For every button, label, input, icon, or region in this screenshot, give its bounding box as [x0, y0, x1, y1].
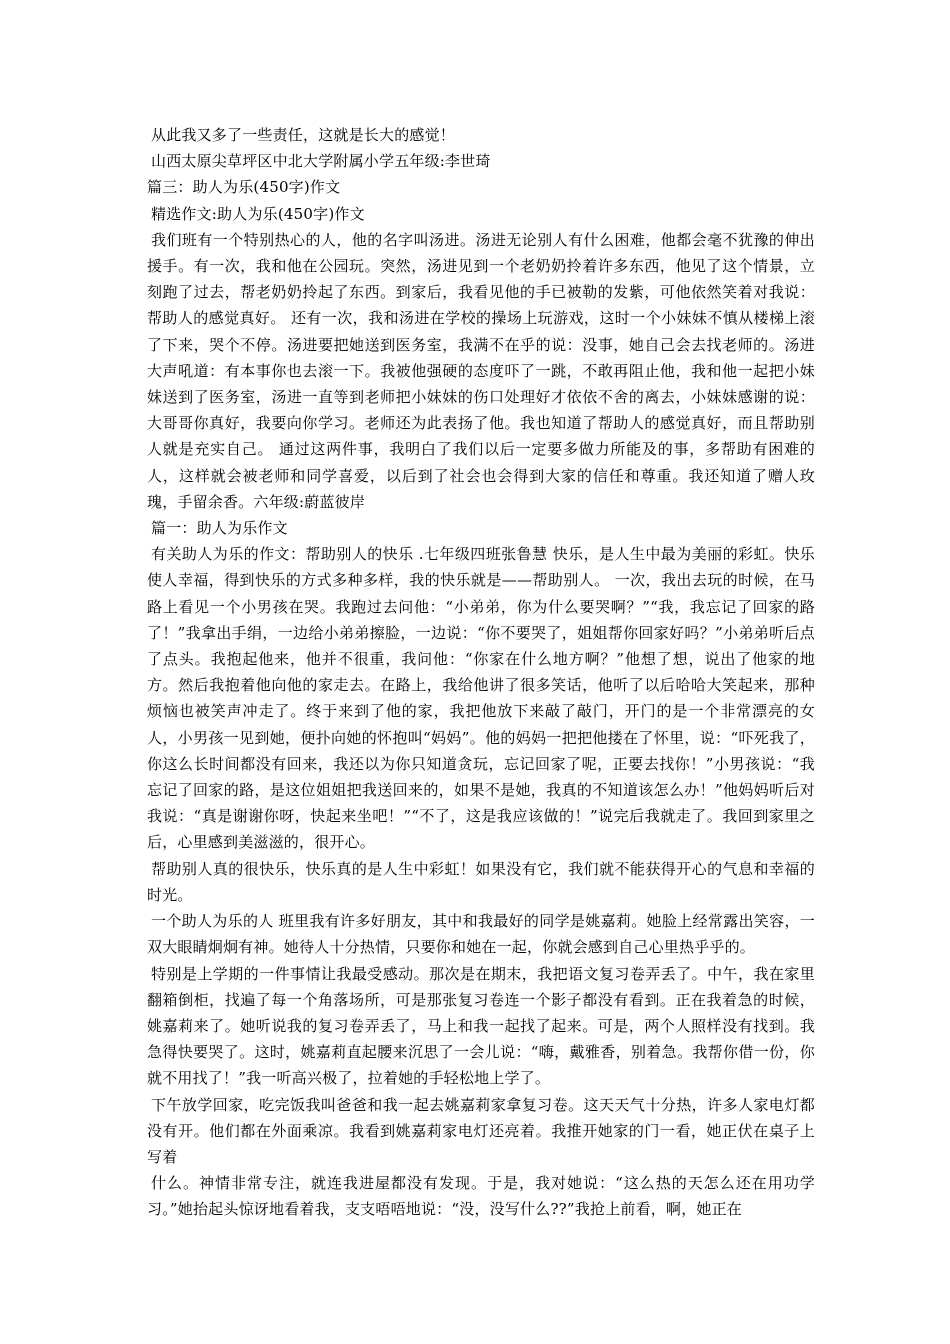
paragraph-lost-paper: 特别是上学期的一件事情让我最受感动。那次是在期末，我把语文复习卷弄丢了。中午，我在家里翻箱倒柜，找遍了每一个角落场所，可是那张复习卷连一个影子都没有看到。正在我着急的时候，姚嘉莉来了。她听说我的复习卷弄丢了，马上和我一起找了起来。可是，两个人照样没有找到。我急得快要哭了。这时，姚嘉莉直起腰来沉思了一会儿说：“嗨，戴雅香，别着急。我帮你借一份，你就不用找了！”我一听高兴极了，拉着她的手轻松地上学了。: [147, 964, 815, 1088]
section-heading-three: 篇三：助人为乐(450字)作文: [147, 178, 341, 197]
paragraph-rainbow: 帮助别人真的很快乐，快乐真的是人生中彩虹！如果没有它，我们就不能获得开心的气息和幸福的时光。: [147, 859, 815, 904]
paragraph-author-line: 山西太原尖草坪区中北大学附属小学五年级:李世琦: [151, 152, 491, 171]
paragraph-writing: 什么。神情非常专注，就连我进屋都没有发现。于是，我对她说：“这么热的天怎么还在用功学习。”她抬起头惊讶地看着我，支支唔唔地说：“没，没写什么??”我抢上前看，啊，她正在: [147, 1174, 815, 1219]
document-body: [147, 122, 815, 1223]
section-subheading: 精选作文:助人为乐(450字)作文: [151, 204, 365, 223]
paragraph-helping-joy: 有关助人为乐的作文：帮助别人的快乐 .七年级四班张鲁慧 快乐，是人生中最为美丽的彩虹。快乐使人幸福，得到快乐的方式多种多样，我的快乐就是——帮助别人。 一次，我出去玩的时候，在马路上看见一个小男孩在哭。我跑过去问他：“小弟弟，你为什么要哭啊？”“我，我忘记了回家的路了！”我拿出手绢，一边给小弟弟擦脸，一边说：“你不要哭了，姐姐帮你回家好吗？”小弟弟听后点了点头。我抱起他来，他并不很重，我问他：“你家在什么地方啊？”他想了想，说出了他家的地方。然后我抱着他向他的家走去。在路上，我给他讲了很多笑话，他听了以后哈哈大笑起来，那种烦恼也被笑声冲走了。终于来到了他的家，我把他放下来敲了敲门，开门的是一个非常漂亮的女人，小男孩一见到她，便扑向她的怀抱叫“妈妈”。他的妈妈一把把他搂在了怀里，说：“吓死我了，你这么长时间都没有回来，我还以为你只知道贪玩，忘记回家了呢，正要去找你！”小男孩说：“我忘记了回家的路，是这位姐姐把我送回来的，如果不是她，我真的不知道该怎么办！”他妈妈听后对我说：“真是谢谢你呀，快起来坐吧！”“不了，这是我应该做的！”说完后我就走了。我回到家里之后，心里感到美滋滋的，很开心。: [147, 545, 815, 852]
paragraph-afternoon: 下午放学回家，吃完饭我叫爸爸和我一起去姚嘉莉家拿复习卷。这天天气十分热，许多人家电灯都没有开。他们都在外面乘凉。我看到姚嘉莉家电灯还亮着。我推开她家的门一看，她正伏在桌子上写着: [147, 1095, 815, 1166]
section-heading-one: 篇一：助人为乐作文: [151, 519, 288, 538]
paragraph-tangjin-story: 我们班有一个特别热心的人，他的名字叫汤进。汤进无论别人有什么困难，他都会毫不犹豫的伸出援手。有一次，我和他在公园玩。突然，汤进见到一个老奶奶拎着许多东西，他见了这个情景，立刻跑了过去，帮老奶奶拎起了东西。到家后，我看见他的手已被勒的发紫，可他依然笑着对我说：帮助人的感觉真好。 还有一次，我和汤进在学校的操场上玩游戏，这时一个小妹妹不慎从楼梯上滚了下来，哭个不停。汤进要把她送到医务室，我满不在乎的说：没事，她自己会去找老师的。汤进大声吼道：有本事你也去滚一下。我被他强硬的态度吓了一跳，不敢再阻止他，我和他一起把小妹妹送到了医务室，汤进一直等到老师把小妹妹的伤口处理好才依依不舍的离去，小妹妹感谢的说：大哥哥你真好，我要向你学习。老师还为此表扬了他。我也知道了帮助人的感觉真好，而且帮助别人就是充实自己。 通过这两件事，我明白了我们以后一定要多做力所能及的事，多帮助有困难的人，这样就会被老师和同学喜爱，以后到了社会也会得到大家的信任和尊重。我还知道了赠人玫瑰，手留余香。六年级:蔚蓝彼岸: [147, 230, 815, 511]
paragraph-friend-intro: 一个助人为乐的人 班里我有许多好朋友，其中和我最好的同学是姚嘉莉。她脸上经常露出笑容，一双大眼睛炯炯有神。她待人十分热情，只要你和她在一起，你就会感到自己心里热乎乎的。: [147, 912, 815, 957]
paragraph-responsibility: 从此我又多了一些责任，这就是长大的感觉！: [151, 126, 456, 144]
